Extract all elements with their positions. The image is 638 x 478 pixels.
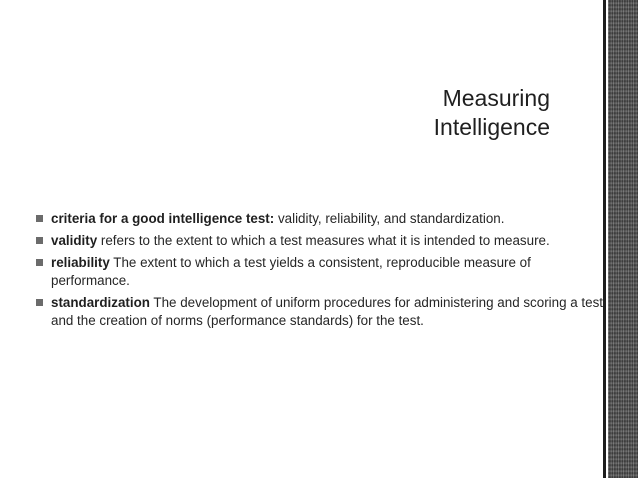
slide-title-line-1: Measuring — [442, 85, 550, 111]
bullet-item-reliability — [36, 254, 608, 290]
bullet-text: refers to the extent to which a test measures what it is intended to measure. — [97, 233, 550, 248]
square-bullet-icon — [36, 237, 43, 244]
square-bullet-icon — [36, 215, 43, 222]
bullet-text: The development of uniform procedures for administering and scoring a test and the creation of norms (performance standards) for the test. — [51, 295, 603, 328]
bullet-item-validity — [36, 232, 608, 250]
bullet-text: validity, reliability, and standardization. — [274, 211, 505, 226]
bullet-term: reliability — [51, 255, 110, 270]
bullet-item-criteria — [36, 210, 608, 228]
bullet-term: standardization — [51, 295, 150, 310]
slide-title — [434, 84, 550, 142]
bullet-item-standardization — [36, 294, 608, 330]
bullet-term: criteria for a good intelligence test: — [51, 211, 275, 226]
bullet-term: validity — [51, 233, 98, 248]
decorative-side-strip — [608, 0, 638, 478]
square-bullet-icon — [36, 299, 43, 306]
square-bullet-icon — [36, 259, 43, 266]
bullet-list — [36, 210, 608, 334]
slide-title-line-2: Intelligence — [433, 114, 550, 140]
bullet-text: The extent to which a test yields a consistent, reproducible measure of performance. — [51, 255, 531, 288]
decorative-divider — [603, 0, 606, 478]
